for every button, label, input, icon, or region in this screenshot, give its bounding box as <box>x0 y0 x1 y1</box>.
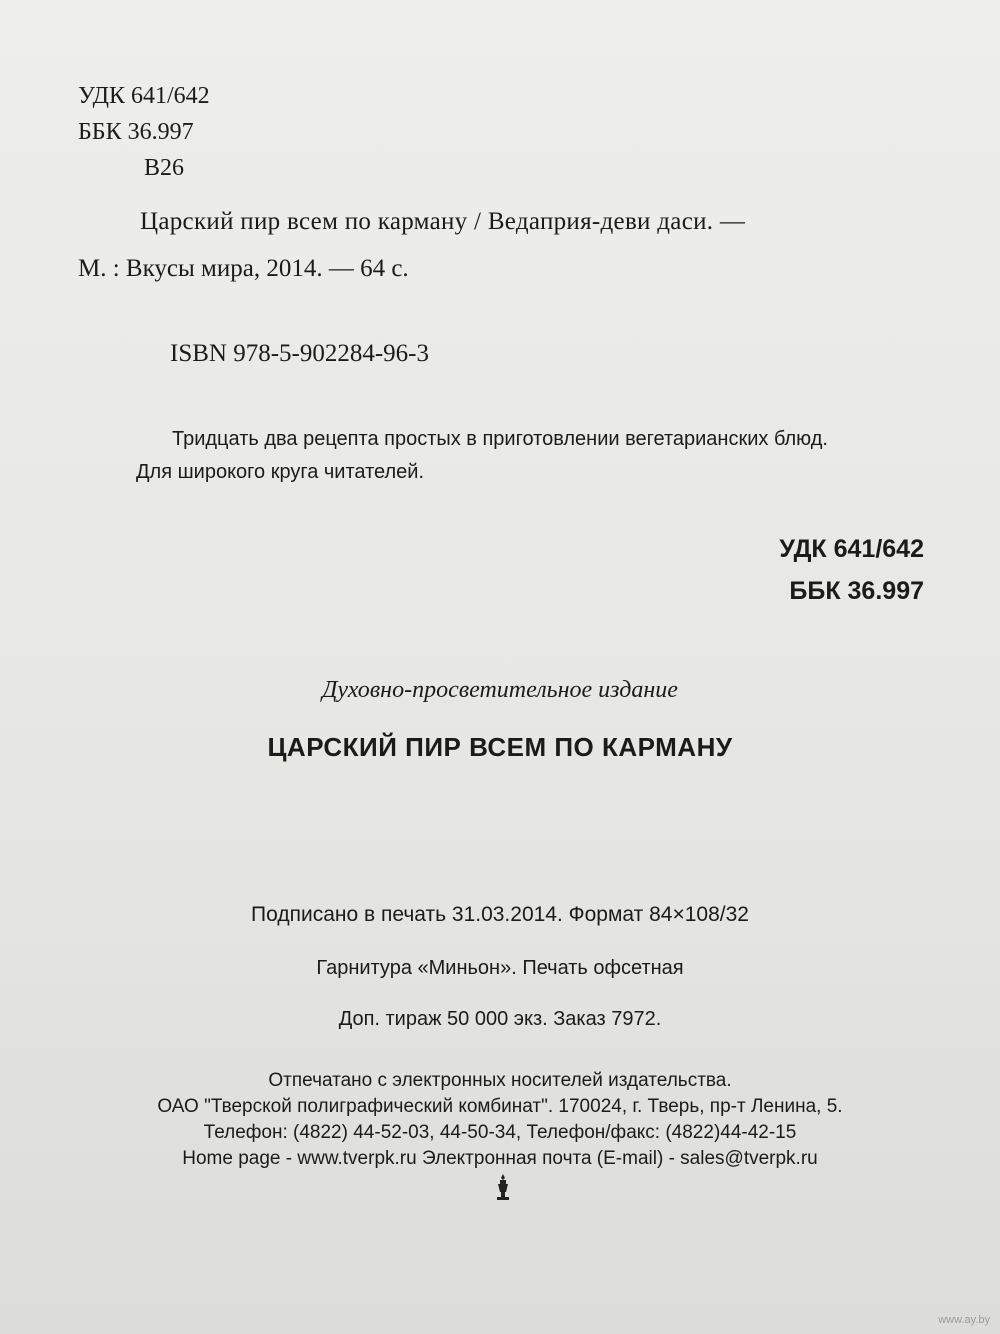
bibliographic-title: Царский пир всем по карману / Ведаприя-деви даси. — <box>140 208 746 235</box>
udk-code-bottom: УДК 641/642 <box>779 535 924 563</box>
typeface-info: Гарнитура «Миньон». Печать офсетная <box>316 957 684 979</box>
book-title: ЦАРСКИЙ ПИР ВСЕМ ПО КАРМАНУ <box>267 732 733 762</box>
printer-logo-icon <box>492 1172 514 1202</box>
printer-info <box>0 1068 1000 1172</box>
printer-line: Отпечатано с электронных носителей издательства. <box>268 1070 732 1091</box>
bottom-classification <box>779 528 924 612</box>
signed-to-print: Подписано в печать 31.03.2014. Формат 84×108/32 <box>251 903 749 926</box>
edition-type: Духовно-просветительное издание <box>322 677 678 703</box>
bbk-code-bottom: ББК 36.997 <box>789 577 924 605</box>
bbk-code: ББК 36.997 <box>78 119 194 145</box>
bibliographic-publisher: М. : Вкусы мира, 2014. — 64 с. <box>78 255 409 282</box>
annotation-line: Тридцать два рецепта простых в приготовлении вегетарианских блюд. <box>172 428 828 450</box>
printer-line: ОАО "Тверской полиграфический комбинат". 170024, г. Тверь, пр-т Ленина, 5. <box>157 1096 843 1117</box>
watermark: www.ay.by <box>938 1314 990 1326</box>
printer-line: Home page - www.tverpk.ru Электронная почта (E-mail) - sales@tverpk.ru <box>182 1148 818 1169</box>
annotation <box>136 423 828 489</box>
author-mark: В26 <box>144 155 185 181</box>
printer-line: Телефон: (4822) 44-52-03, 44-50-34, Телефон/факс: (4822)44-42-15 <box>203 1122 797 1143</box>
show-through-text <box>470 118 485 187</box>
isbn: ISBN 978-5-902284-96-3 <box>170 340 430 367</box>
print-run: Доп. тираж 50 000 экз. Заказ 7972. <box>338 1008 662 1030</box>
top-classification <box>78 78 210 186</box>
annotation-line: Для широкого круга читателей. <box>136 461 425 483</box>
udk-code: УДК 641/642 <box>78 83 210 109</box>
